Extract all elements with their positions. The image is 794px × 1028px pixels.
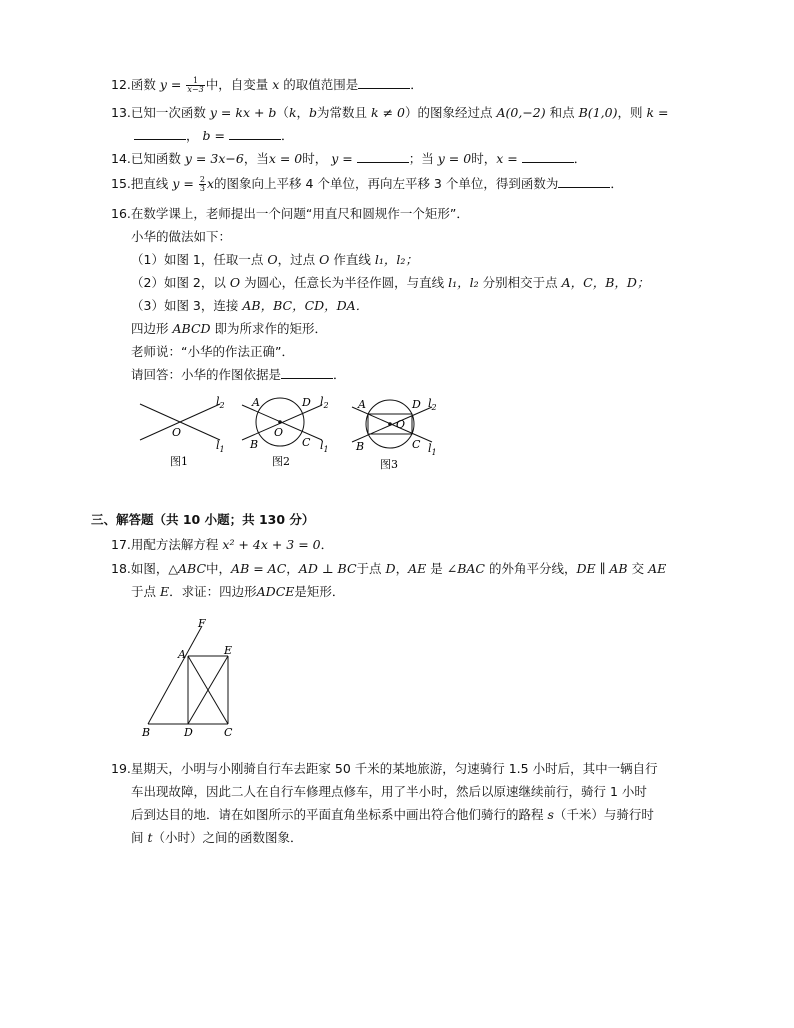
svg-text:图1: 图1 [170, 455, 188, 468]
question-15: 15.把直线 y = $\frac{2}{3}$ x的图象向上平移 4 个单位，再向左平移 3 个单位，得到函数为 ． [111, 175, 623, 193]
svg-text:A: A [252, 396, 260, 409]
fraction: $\frac{1}{x-3}$ [187, 76, 204, 94]
svg-text:C: C [224, 726, 233, 738]
q16-figures [130, 392, 450, 472]
svg-text:图2: 图2 [272, 455, 290, 468]
answer-blank[interactable] [522, 150, 574, 163]
answer-blank[interactable] [357, 150, 409, 163]
svg-text:C: C [412, 438, 421, 451]
svg-text:C: C [302, 436, 311, 449]
question-19: 19.星期天，小明与小刚骑自行车去距家 50 千米的某地旅游，匀速骑行 1.5 小时后，其中一辆自行 [111, 761, 658, 776]
figure-2 [242, 395, 329, 468]
svg-text:E: E [224, 644, 233, 657]
svg-text:F: F [198, 618, 206, 630]
svg-text:O: O [274, 426, 284, 439]
question-13: 13.已知一次函数 y = kx + b（k，b为常数且 k ≠ 0）的图象经过点 A(0,−2) 和点 B(1,0)，则 k = [111, 105, 669, 120]
svg-text:l1: $l_1$ [216, 439, 225, 454]
question-17: 17.用配方法解方程 x² + 4x + 3 = 0． [111, 537, 334, 552]
answer-blank[interactable] [134, 127, 186, 140]
svg-text:l1: $l_1$ [428, 442, 437, 457]
svg-text:l2: $l_2$ [216, 395, 225, 410]
svg-text:D: D [412, 398, 421, 411]
figure-1 [140, 395, 225, 468]
question-18: 18.如图，△ABC中，AB = AC，AD ⊥ BC于点 D，AE 是 ∠BAC 的外角平分线，DE ∥ AB 交 AE [111, 561, 667, 576]
q18-figure [140, 618, 250, 738]
svg-text:O: O [396, 418, 406, 431]
svg-text:l2: $l_2$ [428, 397, 437, 412]
svg-text:B: B [142, 726, 151, 738]
question-12: 12.函数 y = $\frac{1}{x-3}$ 中，自变量 x 的取值范围是 ． [111, 76, 423, 94]
answer-blank[interactable] [358, 76, 410, 89]
question-13-cont: ， b = ． [134, 127, 293, 145]
answer-blank[interactable] [281, 366, 333, 379]
svg-text:A: A [178, 648, 186, 661]
question-14: 14.已知函数 y = 3x−6，当x = 0时， y = ；当 y = 0时，x = ． [111, 151, 587, 166]
svg-text:B: B [250, 438, 259, 451]
svg-text:l2: $l_2$ [320, 395, 329, 410]
section-title: 三、解答题（共 10 小题；共 130 分） [91, 512, 315, 527]
svg-text:图3: 图3 [380, 458, 398, 471]
svg-text:A: A [358, 398, 366, 411]
answer-blank[interactable] [229, 127, 281, 140]
svg-text:D: D [184, 726, 193, 738]
svg-text:l1: $l_1$ [320, 439, 329, 454]
question-16: 16.在数学课上，老师提出一个问题“用直尺和圆规作一个矩形”． [111, 206, 469, 221]
svg-text:O: O [172, 426, 182, 439]
answer-blank[interactable] [558, 175, 610, 188]
figure-3 [352, 397, 437, 471]
svg-text:D: D [302, 396, 311, 409]
svg-text:B: B [356, 440, 365, 453]
